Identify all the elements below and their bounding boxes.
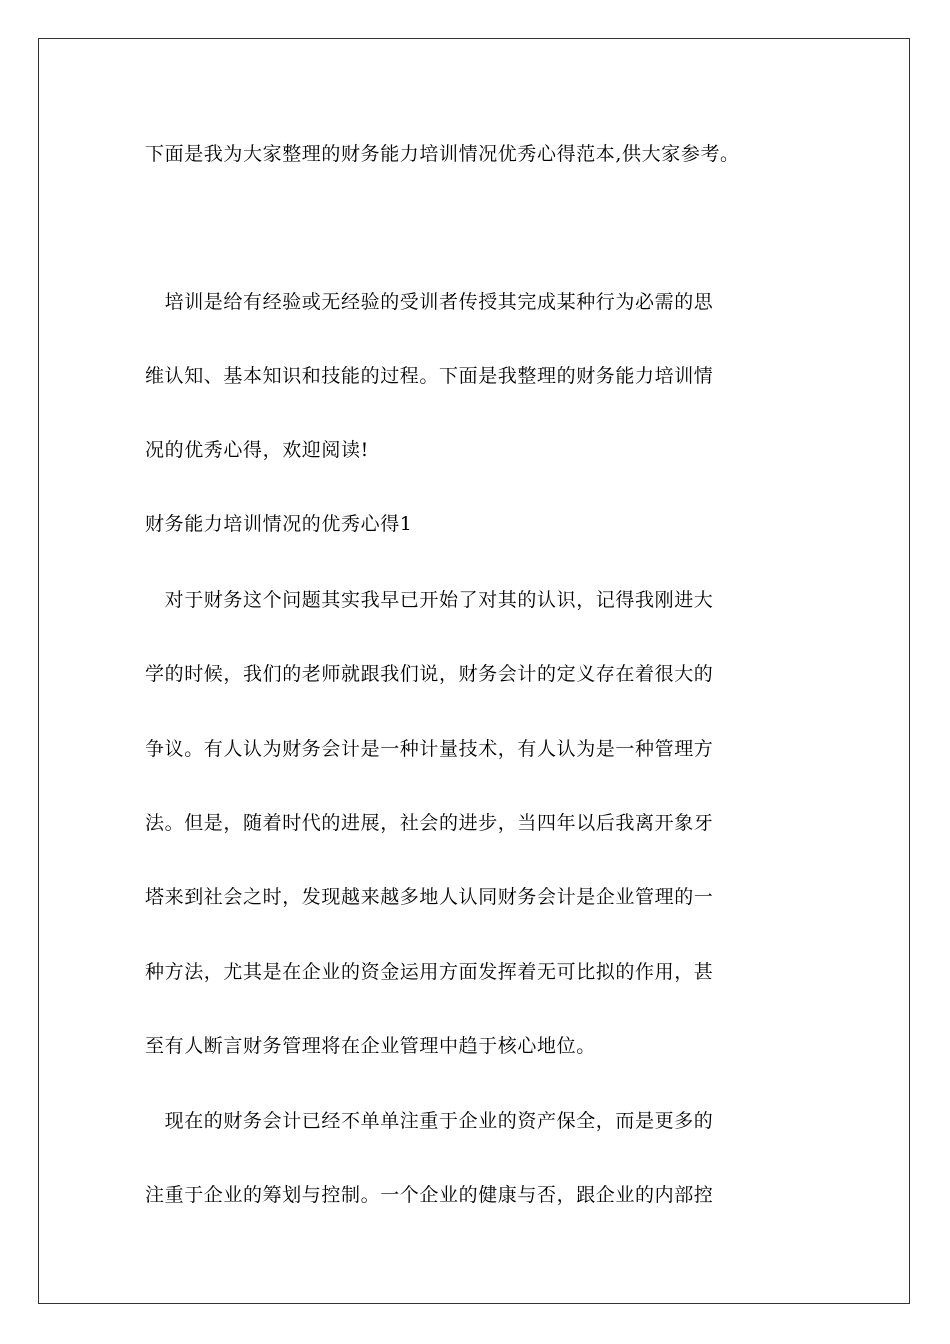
paragraph-2-line-3: 争议。有人认为财务会计是一种计量技术，有人认为是一种管理方	[145, 738, 714, 760]
paragraph-1-line-3: 况的优秀心得，欢迎阅读!	[145, 439, 369, 461]
paragraph-3-line-2: 注重于企业的筹划与控制。一个企业的健康与否，跟企业的内部控	[145, 1184, 714, 1206]
paragraph-2-line-2: 学的时候，我们的老师就跟我们说，财务会计的定义存在着很大的	[145, 663, 714, 685]
paragraph-2-line-5: 塔来到社会之时，发现越来越多地人认同财务会计是企业管理的一	[145, 886, 714, 908]
paragraph-2-line-6: 种方法，尤其是在企业的资金运用方面发挥着无可比拟的作用，甚	[145, 961, 714, 983]
paragraph-1-line-1: 培训是给有经验或无经验的受训者传授其完成某种行为必需的思	[145, 291, 714, 313]
paragraph-2-line-4: 法。但是，随着时代的进展，社会的进步，当四年以后我离开象牙	[145, 812, 714, 834]
intro-line: 下面是我为大家整理的财务能力培训情况优秀心得范本,供大家参考。	[145, 143, 740, 165]
paragraph-2-line-1: 对于财务这个问题其实我早已开始了对其的认识，记得我刚进大	[145, 589, 714, 611]
paragraph-2-line-7: 至有人断言财务管理将在企业管理中趋于核心地位。	[145, 1035, 596, 1057]
paragraph-1-line-2: 维认知、基本知识和技能的过程。下面是我整理的财务能力培训情	[145, 365, 714, 387]
section-heading: 财务能力培训情况的优秀心得1	[145, 513, 413, 535]
paragraph-3-line-1: 现在的财务会计已经不单单注重于企业的资产保全，而是更多的	[145, 1110, 714, 1132]
